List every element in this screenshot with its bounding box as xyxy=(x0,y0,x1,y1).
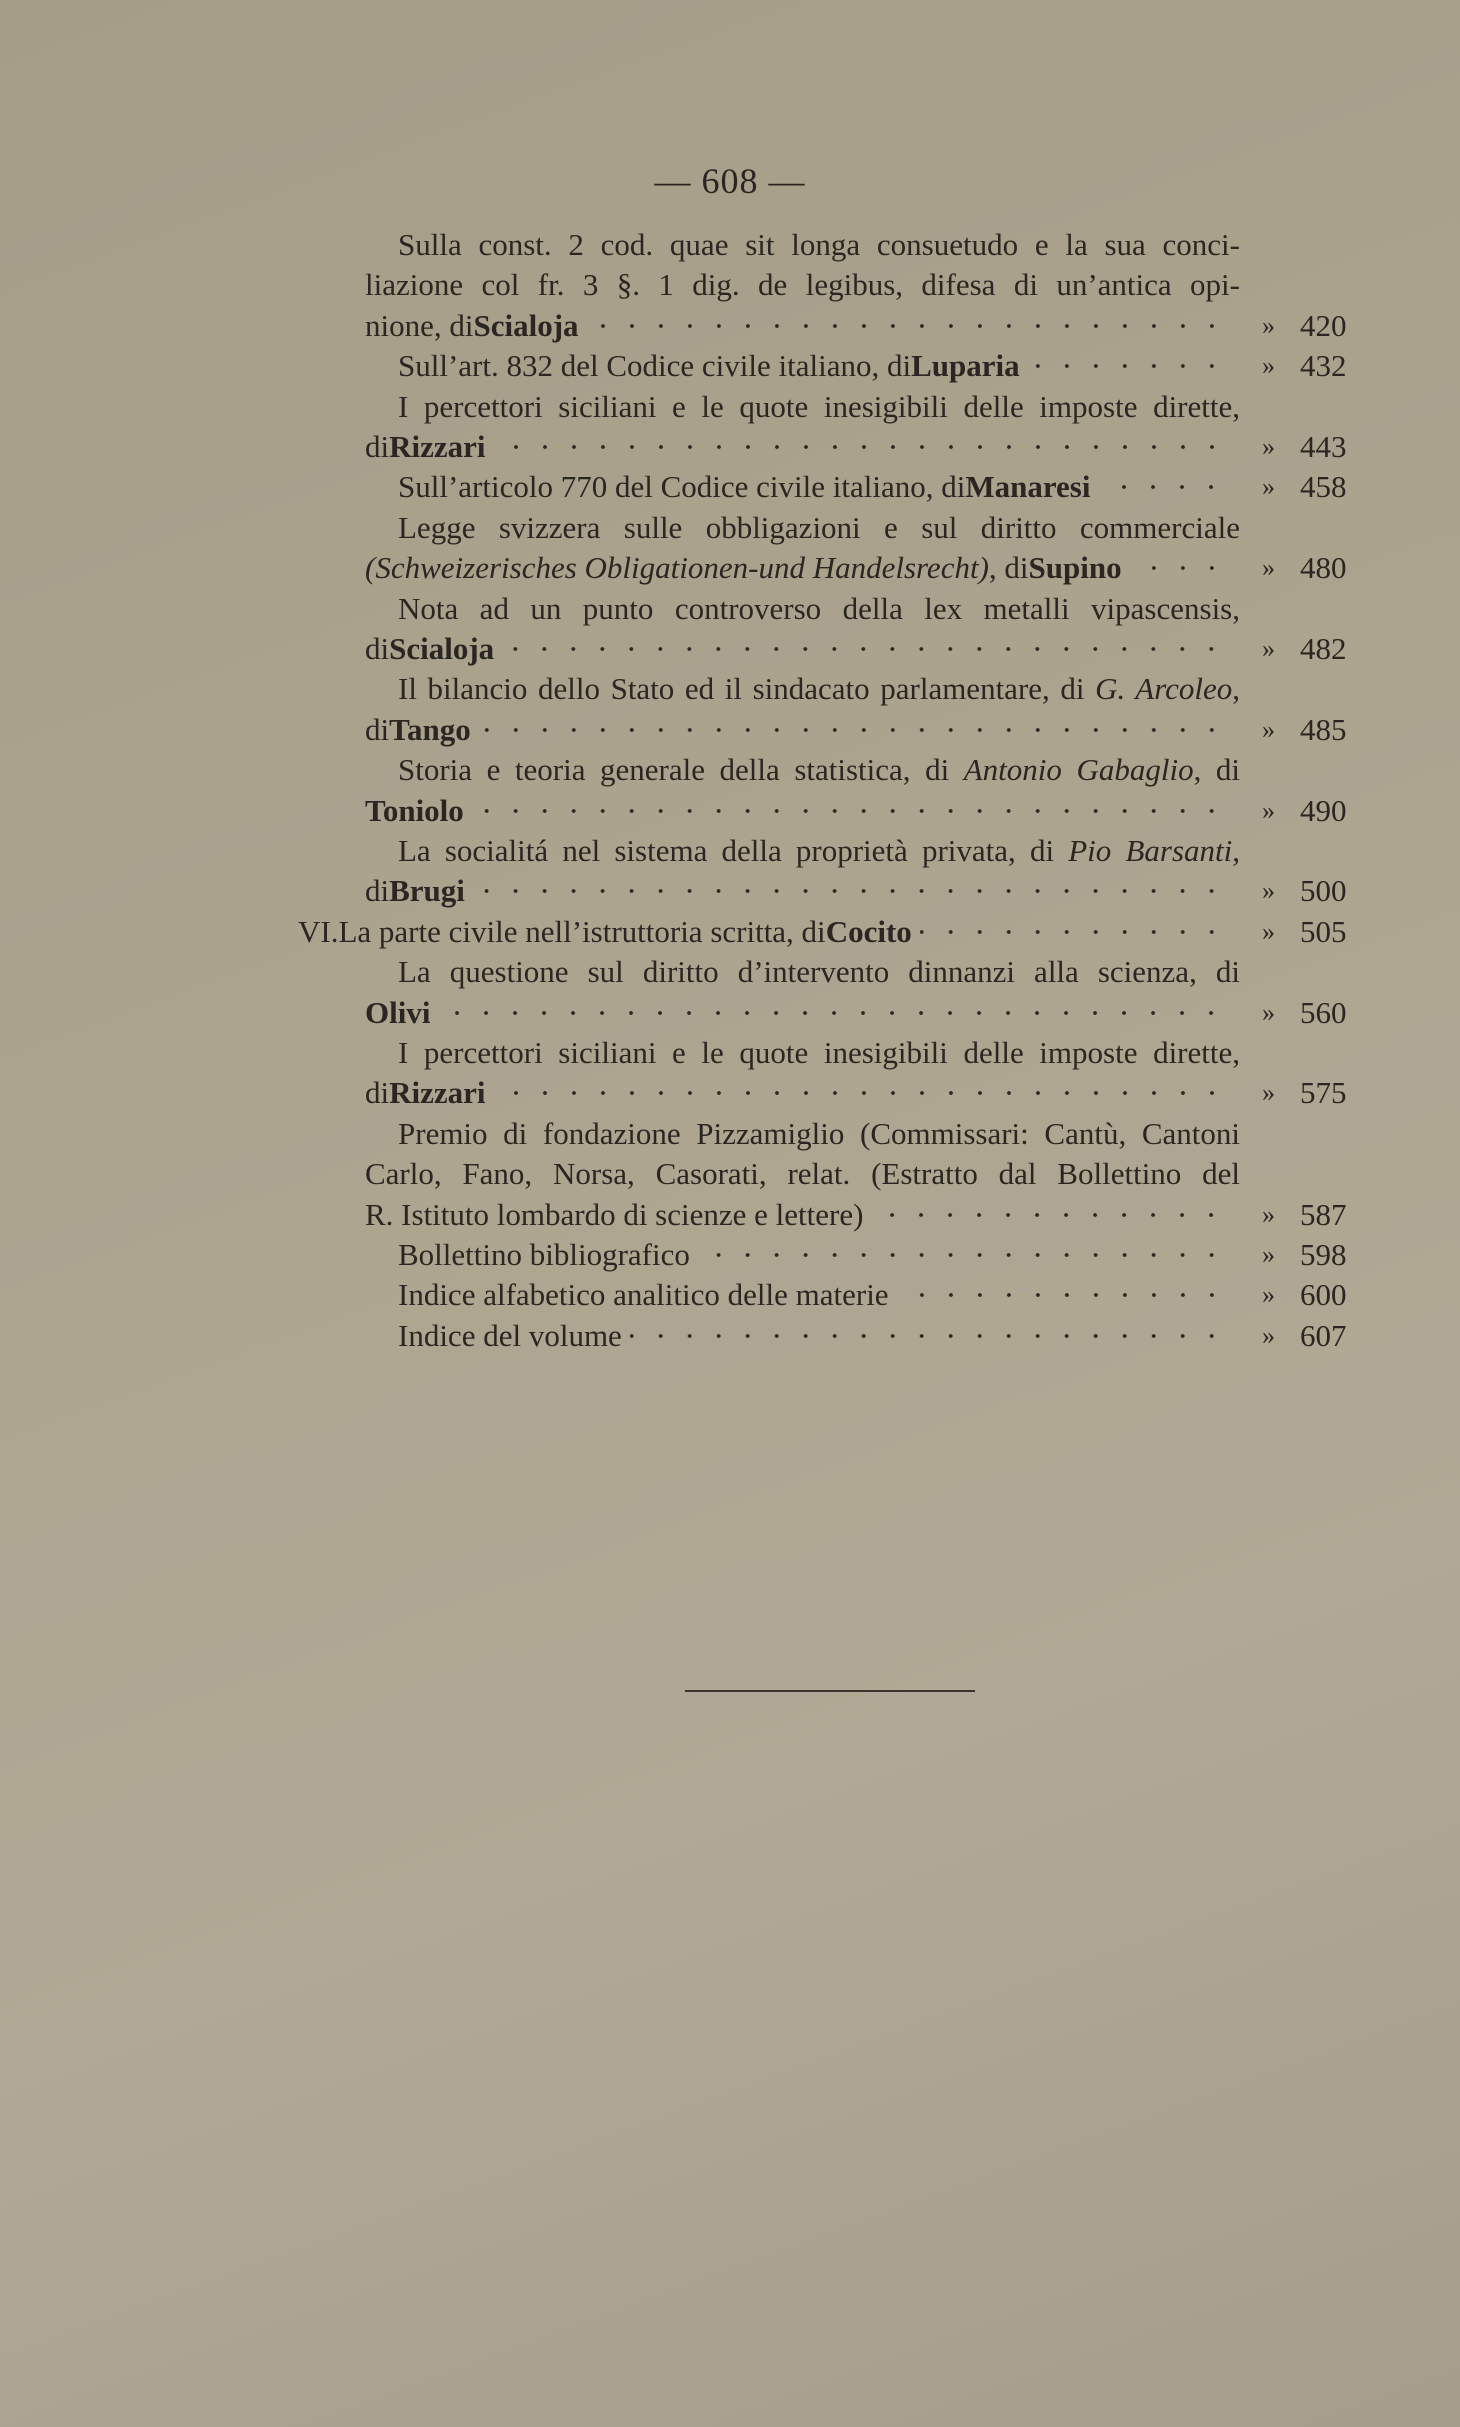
author-name: Luparia xyxy=(911,348,1020,384)
dot-leader xyxy=(1028,346,1232,386)
ditto-mark: » xyxy=(1262,432,1275,461)
entry-text: di xyxy=(365,873,390,909)
entry-text: Carlo, Fano, Norsa, Casorati, relat. (Estratto dal Bollettino del xyxy=(365,1156,1240,1192)
toc-entry-line xyxy=(398,1114,1240,1154)
ditto-mark: » xyxy=(1262,634,1275,663)
author-name: Olivi xyxy=(365,994,431,1030)
closing-rule xyxy=(685,1690,975,1692)
entry-text: Indice del volume xyxy=(398,1317,622,1353)
ditto-mark: » xyxy=(1262,1240,1275,1269)
italic-title: Antonio Gabaglio xyxy=(963,752,1194,788)
ditto-mark: » xyxy=(1262,876,1275,906)
ditto-mark: » xyxy=(1262,1078,1275,1108)
page-reference: 600 xyxy=(1300,1277,1347,1313)
entry-text: liazione col fr. 3 §. 1 dig. de legibus, difesa di un’antica opi- xyxy=(365,267,1240,303)
page-reference: 575 xyxy=(1300,1075,1347,1111)
toc-entry-line xyxy=(365,265,1240,305)
entry-text: La parte civile nell’istruttoria scritta, di xyxy=(338,913,826,949)
author-name: Brugi xyxy=(389,873,465,909)
toc-entry-last-line xyxy=(365,548,1240,588)
author-name: Scialoja xyxy=(473,307,579,343)
toc-entry-line xyxy=(398,508,1240,548)
page-reference: 482 xyxy=(1300,631,1347,666)
toc-entry-last-line xyxy=(365,629,1240,669)
entry-text: I percettori siciliani e le quote inesigibili delle imposte dirette, xyxy=(398,1035,1240,1070)
entry-text: Legge svizzera sulle obbligazioni e sul diritto commerciale xyxy=(398,509,1240,545)
dot-leader xyxy=(472,791,1232,831)
page-reference: 500 xyxy=(1300,873,1347,909)
toc-entry-last-line xyxy=(398,1275,1240,1315)
entry-text: di xyxy=(365,429,390,464)
toc-entry-last-line xyxy=(298,912,1240,952)
ditto-mark: » xyxy=(1262,553,1275,583)
toc-entry-line xyxy=(365,1154,1240,1194)
toc-entry-last-line xyxy=(398,1235,1240,1275)
toc-entry-last-line xyxy=(365,993,1240,1033)
author-name: Toniolo xyxy=(365,792,464,828)
dot-leader xyxy=(698,1235,1232,1275)
entry-text: R. Istituto lombardo di scienze e lettere) xyxy=(365,1196,864,1232)
page-reference: 587 xyxy=(1300,1196,1347,1232)
ditto-mark: » xyxy=(1262,1199,1275,1229)
dot-leader xyxy=(897,1275,1232,1315)
ditto-mark: » xyxy=(1262,714,1275,744)
entry-text: di xyxy=(365,711,390,747)
dot-leader xyxy=(473,871,1232,911)
toc-entry-line xyxy=(398,831,1240,871)
entry-text: , di xyxy=(988,550,1029,586)
entry-text: Sull’articolo 770 del Codice civile italiano, di xyxy=(398,469,966,505)
entry-text: Nota ad un punto controverso della lex metalli vipascensis, xyxy=(398,590,1240,626)
page-number: — 608 — xyxy=(654,161,806,201)
entry-text: Indice alfabetico analitico delle materie xyxy=(398,1277,889,1313)
entry-text: VI. xyxy=(298,913,339,949)
entry-text: La questione sul diritto d’intervento dinnanzi alla scienza, di xyxy=(398,954,1240,990)
toc-entry-last-line xyxy=(398,467,1240,507)
italic-title: (Schweizerisches Obligationen-und Handelsrecht) xyxy=(365,550,989,586)
toc-entry-last-line xyxy=(365,306,1240,346)
toc-entry-last-line xyxy=(365,871,1240,911)
italic-title: G. Arcoleo xyxy=(1095,671,1233,707)
ditto-mark: » xyxy=(1262,1320,1275,1350)
page-reference: 480 xyxy=(1300,550,1347,586)
author-name: Tango xyxy=(389,711,471,747)
page-reference: 607 xyxy=(1300,1317,1347,1353)
toc-entry-line xyxy=(398,750,1240,790)
entry-text: Sulla const. 2 cod. quae sit longa consuetudo e la sua conci- xyxy=(398,227,1240,262)
dot-leader xyxy=(502,629,1232,669)
entry-text: Sull’art. 832 del Codice civile italiano, di xyxy=(398,348,912,384)
page-reference: 443 xyxy=(1300,429,1347,464)
ditto-mark: » xyxy=(1262,351,1275,381)
dot-leader xyxy=(587,306,1232,346)
page-reference: 560 xyxy=(1300,994,1347,1030)
dot-leader xyxy=(494,1073,1232,1113)
toc-entry-line xyxy=(398,669,1240,709)
author-name: Cocito xyxy=(825,913,912,949)
dot-leader xyxy=(479,710,1232,750)
entry-text: Il bilancio dello Stato ed il sindacato parlamentare, di xyxy=(398,671,1096,707)
page-reference: 505 xyxy=(1300,913,1347,949)
author-name: Supino xyxy=(1028,550,1122,586)
author-name: Manaresi xyxy=(965,469,1091,505)
toc-entry-last-line xyxy=(365,1195,1240,1235)
toc-entry-last-line xyxy=(398,346,1240,386)
ditto-mark: » xyxy=(1262,997,1275,1027)
toc-entry-last-line xyxy=(398,1316,1240,1356)
page-reference: 490 xyxy=(1300,792,1347,828)
toc-entry-last-line xyxy=(365,710,1240,750)
toc-entry-line xyxy=(398,225,1240,265)
entry-text: di xyxy=(365,1075,390,1111)
entry-text: , di xyxy=(1193,752,1240,788)
entry-text: Bollettino bibliografico xyxy=(398,1237,690,1272)
page-reference: 420 xyxy=(1300,307,1347,343)
page-reference: 485 xyxy=(1300,711,1347,747)
ditto-mark: » xyxy=(1262,795,1275,825)
entry-text: La socialitá nel sistema della proprietà privata, di xyxy=(398,833,1069,868)
toc-entry-line xyxy=(398,952,1240,992)
ditto-mark: » xyxy=(1262,1280,1275,1310)
ditto-mark: » xyxy=(1262,310,1275,340)
toc-entry-line xyxy=(398,387,1240,427)
entry-text: di xyxy=(365,631,390,666)
page-reference: 458 xyxy=(1300,469,1347,505)
author-name: Scialoja xyxy=(389,631,495,666)
toc-entry-line xyxy=(398,1033,1240,1073)
author-name: Rizzari xyxy=(389,1075,486,1111)
entry-text: , xyxy=(1232,833,1240,868)
dot-leader xyxy=(438,993,1232,1033)
entry-text: nione, di xyxy=(365,307,474,343)
dot-leader xyxy=(871,1195,1232,1235)
entry-text: Premio di fondazione Pizzamiglio (Commissari: Cantù, Cantoni xyxy=(398,1115,1240,1151)
dot-leader xyxy=(494,427,1232,467)
toc-entry-line xyxy=(398,589,1240,629)
italic-title: Pio Barsanti xyxy=(1068,833,1233,868)
entry-text: Storia e teoria generale della statistica, di xyxy=(398,752,964,788)
toc-entry-last-line xyxy=(365,1073,1240,1113)
dot-leader xyxy=(630,1316,1232,1356)
ditto-mark: » xyxy=(1262,916,1275,946)
ditto-mark: » xyxy=(1262,472,1275,502)
dot-leader xyxy=(1098,467,1232,507)
dot-leader xyxy=(1130,548,1232,588)
entry-text: I percettori siciliani e le quote inesigibili delle imposte dirette, xyxy=(398,388,1240,424)
author-name: Rizzari xyxy=(389,429,486,464)
dot-leader xyxy=(920,912,1232,952)
entry-text: , xyxy=(1232,671,1241,707)
page-reference: 432 xyxy=(1300,348,1347,384)
page-reference: 598 xyxy=(1300,1237,1347,1272)
toc-entry-last-line xyxy=(365,427,1240,467)
toc-entry-last-line xyxy=(365,791,1240,831)
